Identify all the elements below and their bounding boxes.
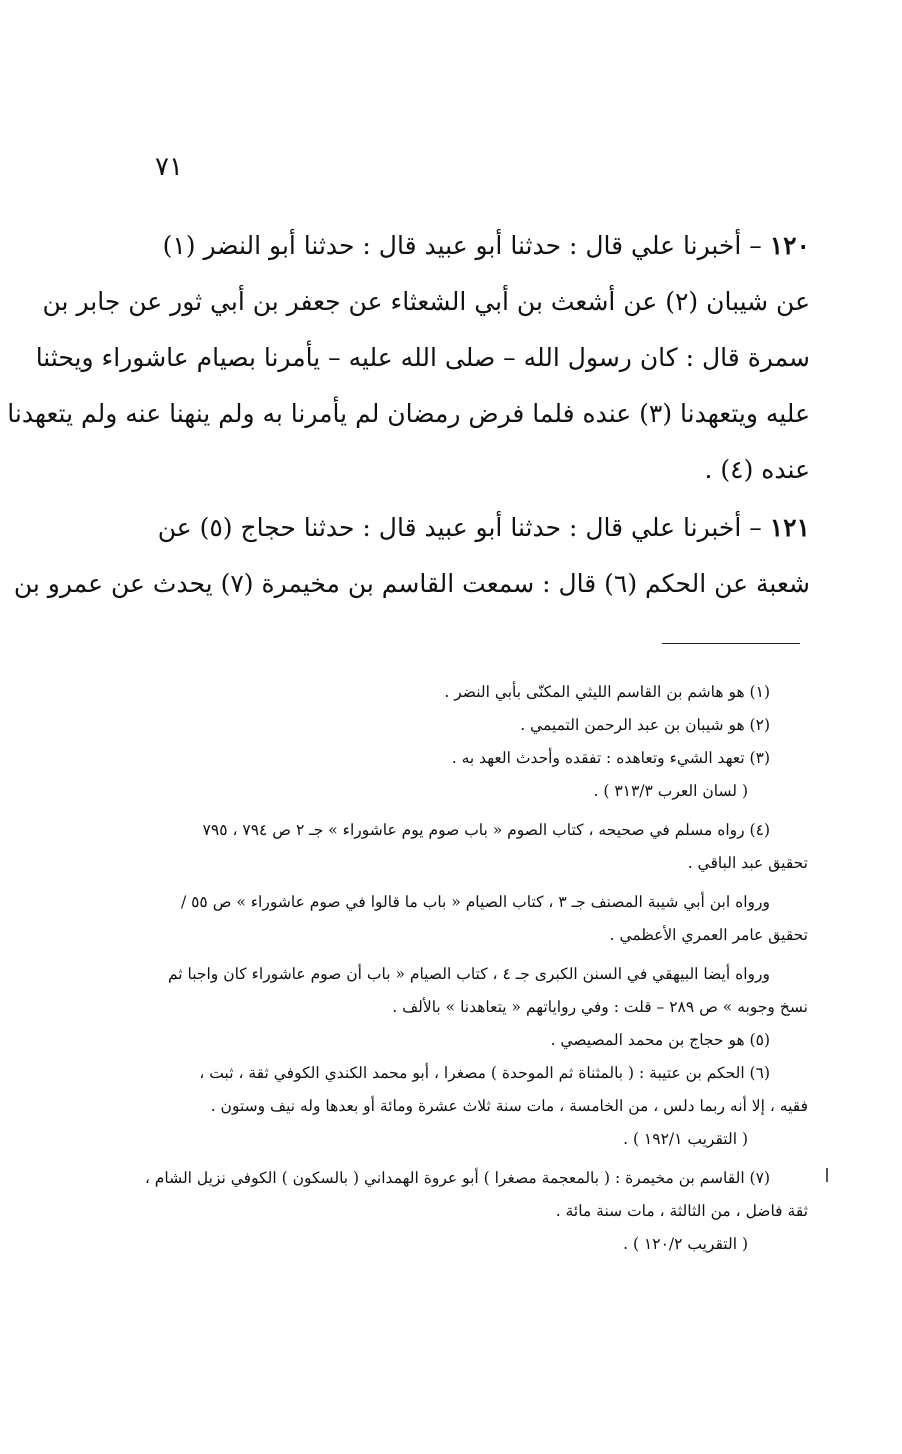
hadith-121-line-2: شعبة عن الحكم (٦) قال : سمعت القاسم بن مخيمرة (٧) يحدث عن عمرو بن [13,569,810,598]
hadith-120-line-5: عنده (٤) . [704,455,810,484]
footnote-6-line-1: (٦) الحكم بن عتيبة : ( بالمثناة ثم الموحدة ) مصغرا ، أبو محمد الكندي الكوفي ثقة ، ثبت ، [199,1064,770,1082]
hadith-121 [13,500,810,612]
footnote-6-line-2: فقيه ، إلا أنه ربما دلس ، من الخامسة ، مات سنة ثلاث عشرة ومائة أو بعدها وله نيف وستون . [210,1097,808,1115]
hadith-number: ١٢٠ [769,231,810,260]
footnote-6-reference: ( التقريب ١٩٢/١ ) . [623,1130,748,1148]
hadith-120-line-1 [130,218,810,274]
footnote-divider [662,643,800,644]
hadith-number: ١٢١ [769,513,810,542]
footnote-4-line-1: (٤) رواه مسلم في صحيحه ، كتاب الصوم « باب صوم يوم عاشوراء » جـ ٢ ص ٧٩٤ ، ٧٩٥ [202,821,770,839]
scan-mark [826,1168,828,1182]
hadith-120-line-2: عن شيبان (٢) عن أشعث بن أبي الشعثاء عن جعفر بن أبي ثور عن جابر بن [42,287,810,316]
hadith-text: – أخبرنا علي قال : حدثنا أبو عبيد قال : حدثنا أبو النضر (١) [162,231,762,260]
hadith-text: – أخبرنا علي قال : حدثنا أبو عبيد قال : حدثنا حجاج (٥) عن [157,513,762,542]
footnote-7-reference: ( التقريب ١٢٠/٢ ) . [623,1235,748,1253]
hadith-120 [7,218,810,498]
footnote-3: (٣) تعهد الشيء وتعاهده : تفقده وأحدث العهد به . [451,749,770,767]
footnote-4c-line-2: نسخ وجوبه » ص ٢٨٩ – قلت : وفي رواياتهم « يتعاهدنا » بالألف . [392,998,808,1016]
footnote-4b-line-1: ورواه ابن أبي شيبة المصنف جـ ٣ ، كتاب الصيام « باب ما قالوا في صوم عاشوراء » ص ٥٥ / [180,893,770,911]
footnote-4c-line-1: ورواه أيضا البيهقي في السنن الكبرى جـ ٤ ، كتاب الصيام « باب أن صوم عاشوراء كان واجبا ثم [167,965,770,983]
footnote-1: (١) هو هاشم بن القاسم الليثي المكنّى بأبي النضر . [444,683,770,701]
footnote-7-line-2: ثقة فاضل ، من الثالثة ، مات سنة مائة . [555,1202,808,1220]
hadith-120-line-3: سمرة قال : كان رسول الله – صلى الله عليه – يأمرنا بصيام عاشوراء ويحثنا [35,343,810,372]
footnote-3-reference: ( لسان العرب ٣١٣/٣ ) . [593,782,748,800]
footnote-2: (٢) هو شيبان بن عبد الرحمن التميمي . [520,716,770,734]
footnote-7-line-1: (٧) القاسم بن مخيمرة : ( بالمعجمة مصغرا ) أبو عروة الهمداني ( بالسكون ) الكوفي نزيل الشام ، [144,1169,770,1187]
hadith-121-line-1 [130,500,810,556]
footnote-5: (٥) هو حجاج بن محمد المصيصي . [550,1031,770,1049]
footnote-4b-line-2: تحقيق عامر العمري الأعظمي . [609,926,808,944]
page-number: ٧١ [155,152,183,182]
footnotes [132,676,808,1261]
hadith-120-line-4: عليه ويتعهدنا (٣) عنده فلما فرض رمضان لم يأمرنا به ولم ينهنا عنه ولم يتعهدنا [7,399,810,428]
footnote-4-line-2: تحقيق عبد الباقي . [687,854,808,872]
